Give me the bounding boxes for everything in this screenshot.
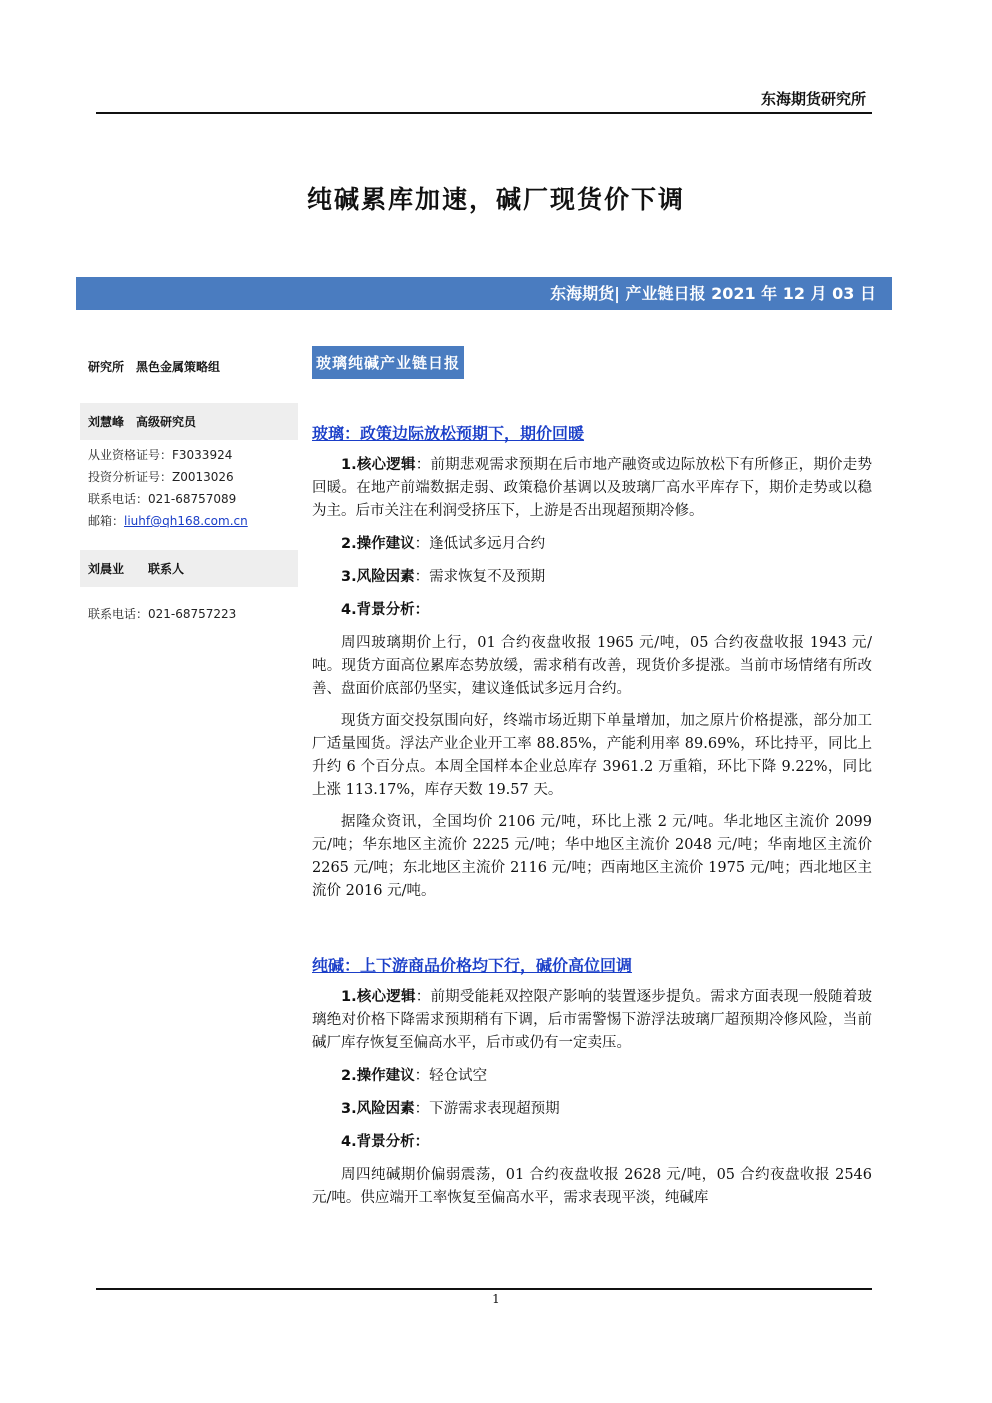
analyst2-phone: 联系电话：021-68757223 [88, 607, 237, 621]
glass-bg-label [312, 599, 872, 622]
sidebar-dept: 研究所 黑色金属策略组 [88, 360, 221, 374]
page-number: 1 [492, 1292, 500, 1306]
analyst1-phone: 联系电话：021-68757089 [88, 492, 237, 506]
analyst1-qual: 从业资格证号：F3033924 [88, 448, 233, 462]
sidebar [80, 352, 298, 625]
glass-risk-label: 3.风险因素 [341, 569, 415, 585]
soda-logic [312, 986, 872, 1055]
analyst1-title: 刘慧峰 高级研究员 [80, 403, 298, 440]
report-banner: 东海期货| 产业链日报 2021 年 12 月 03 日 [76, 277, 892, 310]
glass-heading: 玻璃：政策边际放松预期下，期价回暖 [312, 424, 585, 443]
analyst2-title: 刘晨业 联系人 [80, 550, 298, 587]
soda-op-label: 2.操作建议 [341, 1068, 415, 1084]
glass-bg-label-text: 4.背景分析： [341, 602, 430, 618]
glass-op [312, 533, 872, 556]
main-content [312, 346, 872, 1210]
glass-logic-label: 1.核心逻辑 [341, 457, 416, 473]
glass-risk [312, 566, 872, 589]
soda-bg-label-text: 4.背景分析： [341, 1134, 430, 1150]
soda-p1: 周四纯碱期价偏弱震荡，01 合约夜盘收报 2628 元/吨，05 合约夜盘收报 2546 元/吨。供应端开工率恢复至偏高水平，需求表现平淡，纯碱库 [312, 1167, 872, 1206]
soda-heading: 纯碱：上下游商品价格均下行，碱价高位回调 [312, 956, 633, 975]
glass-p2: 现货方面交投氛围向好，终端市场近期下单量增加，加之原片价格提涨，部分加工厂适量囤货。浮法产业企业开工率 88.85%，产能利用率 89.69%，环比持平，同比上升约 6 个百分点。本周全国样本企业总库存 3961.2 万重箱，环比下降 9.22%，同比上涨 113.17%，库存天数 19.57 天。 [312, 713, 872, 798]
soda-bg-label [312, 1131, 872, 1154]
soda-risk-label: 3.风险因素 [341, 1101, 415, 1117]
glass-p1: 周四玻璃期价上行，01 合约夜盘收报 1965 元/吨，05 合约夜盘收报 1943 元/吨。现货方面高位累库态势放缓，需求稍有改善，现货价多提涨。当前市场情绪有所改善、盘面价底部仍坚实，建议逢低试多远月合约。 [312, 635, 872, 697]
footer-divider [96, 1288, 872, 1290]
glass-op-label: 2.操作建议 [341, 536, 415, 552]
email-label: 邮箱： [88, 514, 125, 528]
soda-logic-text: ：前期受能耗双控限产影响的装置逐步提负。需求方面表现一般随着玻璃绝对价格下降需求预期稍有下调，后市需警惕下游浮法玻璃厂超预期冷修风险，当前碱厂库存恢复至偏高水平，后市或仍有一定卖压。 [312, 989, 872, 1051]
page-title: 纯碱累库加速，碱厂现货价下调 [306, 185, 685, 214]
analyst1-email-row [80, 510, 298, 532]
report-tag: 玻璃纯碱产业链日报 [312, 346, 464, 379]
email-link[interactable]: liuhf@qh168.com.cn [124, 514, 248, 528]
header-org-name: 东海期货研究所 [760, 90, 866, 108]
glass-risk-text: ：需求恢复不及预期 [414, 569, 546, 585]
header-divider [96, 112, 872, 114]
glass-p3: 据隆众资讯，全国均价 2106 元/吨，环比上涨 2 元/吨。华北地区主流价 2099 元/吨；华东地区主流价 2225 元/吨；华中地区主流价 2048 元/吨；华南地区主流价 2265 元/吨；东北地区主流价 2116 元/吨；西南地区主流价 1975 元/吨；西北地区主流价 2016 元/吨。 [312, 814, 872, 899]
glass-op-text: ：逢低试多远月合约 [414, 536, 546, 552]
soda-logic-label: 1.核心逻辑 [341, 989, 416, 1005]
soda-op [312, 1065, 872, 1088]
soda-risk-text: ：下游需求表现超预期 [414, 1101, 560, 1117]
soda-risk [312, 1098, 872, 1121]
glass-logic [312, 454, 872, 523]
soda-op-text: ：轻仓试空 [414, 1068, 488, 1084]
glass-logic-text: ：前期悲观需求预期在后市地产融资或边际放松下有所修正，期价走势回暖。在地产前端数据走弱、政策稳价基调以及玻璃厂高水平库存下，期价走势或以稳为主。后市关注在利润受挤压下，上游是否出现超预期冷修。 [312, 457, 872, 519]
analyst1-invest: 投资分析证号：Z0013026 [88, 470, 234, 484]
